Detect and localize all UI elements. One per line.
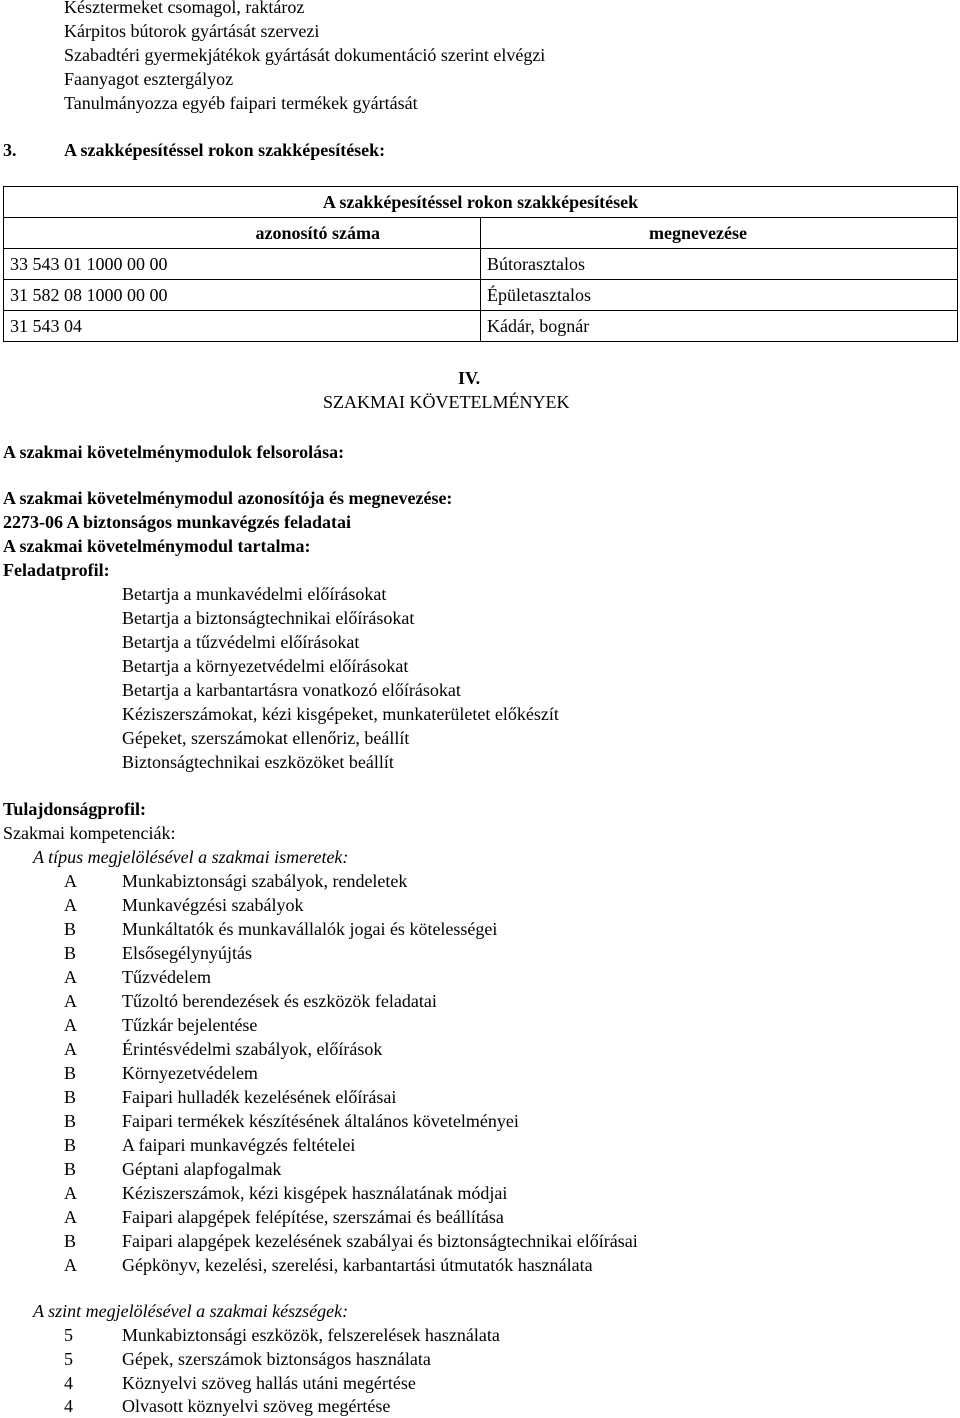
knowledge-type: B (64, 919, 77, 939)
task-item: Biztonságtechnikai eszközöket beállít (122, 752, 394, 772)
knowledge-type: A (64, 1183, 77, 1203)
task-item: Betartja a tűzvédelmi előírásokat (122, 632, 360, 652)
knowledge-type: A (64, 1039, 77, 1059)
competencies-heading: Szakmai kompetenciák: (3, 823, 176, 843)
knowledge-text: Elsősegélynyújtás (122, 943, 252, 963)
table-header-row (4, 187, 958, 218)
knowledge-text: Géptani alapfogalmak (122, 1159, 282, 1179)
knowledge-type: B (64, 1231, 77, 1251)
table-caption: A szakképesítéssel rokon szakképesítések (4, 187, 958, 218)
knowledge-type: A (64, 1207, 77, 1227)
knowledge-type: B (64, 943, 77, 963)
chapter-title: SZAKMAI KÖVETELMÉNYEK (323, 392, 570, 412)
task-item: Betartja a munkavédelmi előírásokat (122, 584, 387, 604)
table-cell-name: Bútorasztalos (481, 249, 958, 280)
knowledge-text: Munkabiztonsági szabályok, rendeletek (122, 871, 408, 891)
list-item: Szabadtéri gyermekjátékok gyártását dokumentáció szerint elvégzi (64, 45, 546, 65)
knowledge-text: Tűzoltó berendezések és eszközök feladatai (122, 991, 437, 1011)
knowledge-text: Kéziszerszámok, kézi kisgépek használatának módjai (122, 1183, 508, 1203)
list-item: Faanyagot esztergályoz (64, 69, 234, 89)
module-id-heading: A szakmai követelménymodul azonosítója és megnevezése: (3, 488, 453, 508)
table-cell-id: 31 582 08 1000 00 00 (4, 280, 481, 311)
knowledge-text: Környezetvédelem (122, 1063, 258, 1083)
knowledge-text: Munkáltatók és munkavállalók jogai és kötelességei (122, 919, 498, 939)
column-header-id: azonosító száma (4, 218, 481, 249)
knowledge-heading: A típus megjelölésével a szakmai ismeretek: (33, 847, 349, 867)
knowledge-type: A (64, 895, 77, 915)
task-item: Betartja a karbantartásra vonatkozó előírásokat (122, 680, 461, 700)
task-profile-heading: Feladatprofil: (3, 560, 110, 580)
knowledge-type: A (64, 991, 77, 1011)
skill-text: Köznyelvi szöveg hallás utáni megértése (122, 1373, 416, 1393)
knowledge-type: B (64, 1135, 77, 1155)
knowledge-text: Faipari alapgépek felépítése, szerszámai és beállítása (122, 1207, 504, 1227)
knowledge-text: Faipari hulladék kezelésének előírásai (122, 1087, 397, 1107)
knowledge-type: A (64, 871, 77, 891)
list-item: Tanulmányozza egyéb faipari termékek gyártását (64, 93, 418, 113)
list-item: Késztermeket csomagol, raktároz (64, 0, 305, 17)
chapter-number: IV. (458, 368, 481, 388)
table-cell-name: Épületasztalos (481, 280, 958, 311)
knowledge-type: B (64, 1063, 77, 1083)
skill-level: 4 (64, 1396, 73, 1416)
table-cell-name: Kádár, bognár (481, 311, 958, 342)
table-cell-id: 31 543 04 (4, 311, 481, 342)
knowledge-text: A faipari munkavégzés feltételei (122, 1135, 356, 1155)
knowledge-text: Tűzvédelem (122, 967, 211, 987)
knowledge-type: B (64, 1087, 77, 1107)
property-profile-heading: Tulajdonságprofil: (3, 799, 147, 819)
top-task-list (64, 0, 545, 115)
section-title: A szakképesítéssel rokon szakképesítések: (64, 140, 386, 160)
section-number: 3. (3, 140, 17, 160)
task-item: Kéziszerszámokat, kézi kisgépeket, munkaterületet előkészít (122, 704, 559, 724)
table-cell-id: 33 543 01 1000 00 00 (4, 249, 481, 280)
table-header-row (4, 218, 958, 249)
table-row (4, 280, 958, 311)
skills-heading: A szint megjelölésével a szakmai készségek: (33, 1301, 349, 1321)
column-header-name: megnevezése (481, 218, 958, 249)
knowledge-type: A (64, 1255, 77, 1275)
skill-text: Gépek, szerszámok biztonságos használata (122, 1349, 431, 1369)
knowledge-type: A (64, 967, 77, 987)
list-item: Kárpitos bútorok gyártását szervezi (64, 21, 320, 41)
task-item: Betartja a környezetvédelmi előírásokat (122, 656, 409, 676)
knowledge-text: Tűzkár bejelentése (122, 1015, 258, 1035)
task-item: Gépeket, szerszámokat ellenőriz, beállít (122, 728, 410, 748)
table-row (4, 249, 958, 280)
module-content-heading: A szakmai követelménymodul tartalma: (3, 536, 311, 556)
knowledge-type: B (64, 1111, 77, 1131)
knowledge-type: A (64, 1015, 77, 1035)
task-item: Betartja a biztonságtechnikai előírásokat (122, 608, 415, 628)
skill-level: 4 (64, 1373, 73, 1393)
module-code-line: 2273-06 A biztonságos munkavégzés feladatai (3, 512, 352, 532)
knowledge-type: B (64, 1159, 77, 1179)
knowledge-text: Faipari alapgépek kezelésének szabályai és biztonságtechnikai előírásai (122, 1231, 638, 1251)
knowledge-text: Gépkönyv, kezelési, szerelési, karbantartási útmutatók használata (122, 1255, 593, 1275)
knowledge-text: Faipari termékek készítésének általános követelményei (122, 1111, 519, 1131)
modules-heading: A szakmai követelménymodulok felsorolása: (3, 442, 345, 462)
knowledge-text: Érintésvédelmi szabályok, előírások (122, 1039, 383, 1059)
skill-text: Olvasott köznyelvi szöveg megértése (122, 1396, 391, 1416)
knowledge-text: Munkavégzési szabályok (122, 895, 304, 915)
skill-level: 5 (64, 1325, 73, 1345)
skill-text: Munkabiztonsági eszközök, felszerelések használata (122, 1325, 500, 1345)
skill-level: 5 (64, 1349, 73, 1369)
table-row (4, 311, 958, 342)
related-qualifications-table (3, 186, 958, 342)
